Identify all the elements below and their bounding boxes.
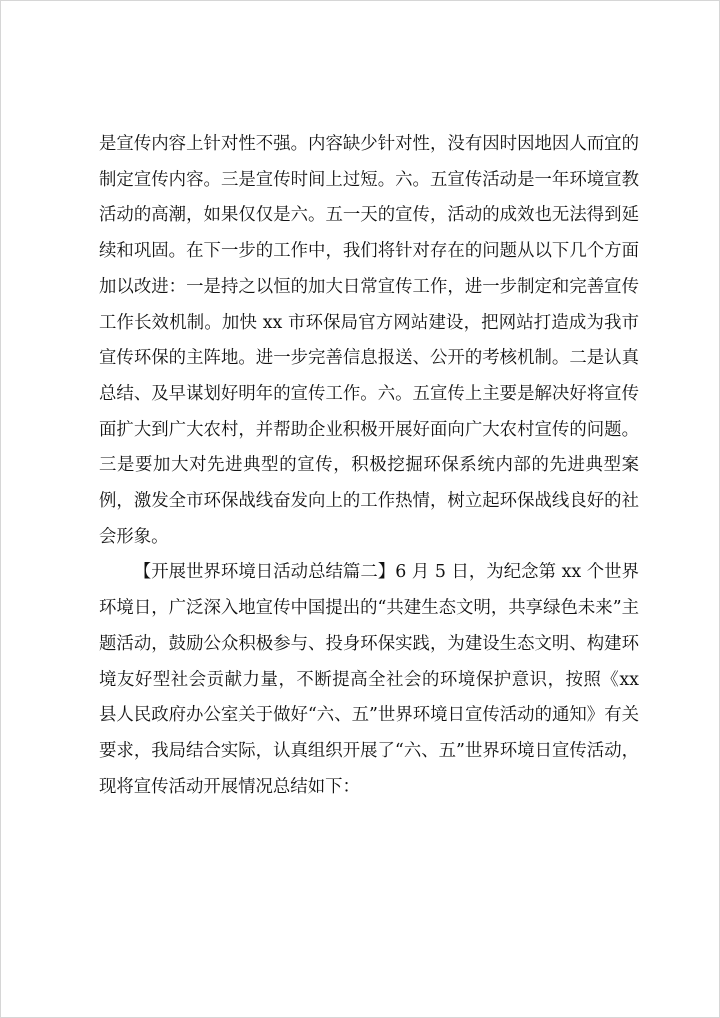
document-body	[99, 127, 639, 805]
paragraph-continuation: 是宣传内容上针对性不强。内容缺少针对性，没有因时因地因人而宜的制定宣传内容。三是宣传时间上过短。六。五宣传活动是一年环境宣教活动的高潮，如果仅仅是六。五一天的宣传，活动的成效也无法得到延续和巩固。在下一步的工作中，我们将针对存在的问题从以下几个方面加以改进：一是持之以恒的加大日常宣传工作，进一步制定和完善宣传工作长效机制。加快 xx 市环保局官方网站建设，把网站打造成为我市宣传环保的主阵地。进一步完善信息报送、公开的考核机制。二是认真总结、及早谋划好明年的宣传工作。六。五宣传上主要是解决好将宣传面扩大到广大农村，并帮助企业积极开展好面向广大农村宣传的问题。三是要加大对先进典型的宣传，积极挖掘环保系统内部的先进典型案例，激发全市环保战线奋发向上的工作热情，树立起环保战线良好的社会形象。	[99, 134, 639, 547]
paragraph-section-two: 【开展世界环境日活动总结篇二】6 月 5 日，为纪念第 xx 个世界环境日，广泛深入地宣传中国提出的“共建生态文明，共享绿色未来”主题活动，鼓励公众积极参与、投身环保实践，为建设生态文明、构建环境友好型社会贡献力量，不断提高全社会的环境保护意识，按照《xx 县人民政府办公室关于做好“六、五”世界环境日宣传活动的通知》有关要求，我局结合实际，认真组织开展了“六、五”世界环境日宣传活动，现将宣传活动开展情况总结如下：	[99, 562, 639, 797]
